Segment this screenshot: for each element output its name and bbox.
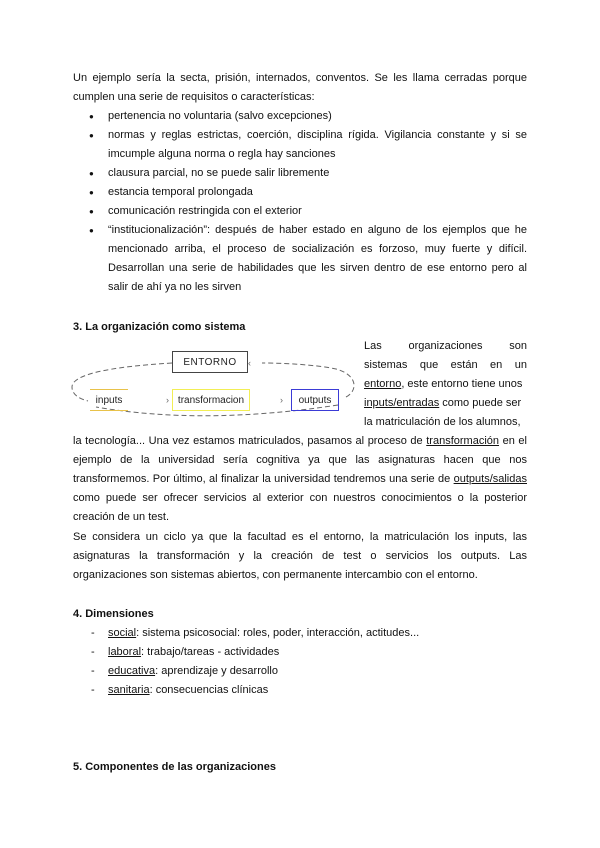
list-item: ● clausura parcial, no se puede salir libremente [73,164,527,183]
right-line-3 [364,375,527,394]
right-line-3-rest: , este entorno tiene unos [401,378,523,390]
dimension-term: sanitaria [108,684,150,696]
list-item [73,681,527,700]
section-3-paragraph [73,432,527,527]
inputs-term: inputs/entradas [364,397,440,409]
list-item: ● “institucionalización”: después de haber estado en alguno de los ejemplos que he mencionado arriba, el proceso de socialización es forzoso, muy fuerte y difícil. Desarrollan una serie de habilidades que les sirven dentro de ese entorno pero al salir de ahí ya no les sirven [73,221,527,297]
list-item [73,643,527,662]
list-item [73,624,527,643]
section-4-heading: 4. Dimensiones [73,608,154,620]
list-item: ● normas y reglas estrictas, coerción, disciplina rígida. Vigilancia constante y si se imcumple alguna norma o regla hay sanciones [73,126,527,164]
section-3-right-column [364,337,527,432]
section-5-heading: 5. Componentes de las organizaciones [73,761,276,773]
list-item [73,662,527,681]
intro-line-1: Un ejemplo sería la secta, prisión, internados, conventos. Se les llama cerradas porque [73,72,527,84]
dimension-desc: : aprendizaje y desarrollo [155,665,278,677]
svg-text:‹: ‹ [248,358,251,368]
transformacion-term: transformación [426,435,500,447]
list-item: ● comunicación restringida con el exterior [73,202,527,221]
section-3-heading: 3. La organización como sistema [73,321,246,333]
dimension-desc: : consecuencias clínicas [149,684,269,696]
dimension-term: laboral [108,646,142,658]
para-part-b: en el ejemplo de la universidad sería cognitiva ya que las asignaturas hacen que nos transformemos. Por último, al finalizar la universidad tendremos una serie de [73,435,527,485]
inputs-box: inputs [90,389,128,411]
entorno-box: ENTORNO [172,351,248,373]
para-part-c: como puede ser ofrecer servicios al exterior con nuestros conocimientos o la posterior creación de un test. [73,492,527,523]
dimension-term: social [108,627,137,639]
svg-text:›: › [166,395,169,405]
transformacion-box: transformacion [172,389,250,411]
outputs-box: outputs [291,389,339,411]
svg-text:›: › [280,395,283,405]
right-line-1: Las organizaciones son [364,340,527,352]
list-item: ● pertenencia no voluntaria (salvo excepciones) [73,107,527,126]
entorno-term: entorno [364,378,402,390]
right-line-4-rest: como puede ser [439,397,522,409]
list-item: ● estancia temporal prolongada [73,183,527,202]
system-diagram [66,345,366,417]
right-line-2: sistemas que están en un [364,359,527,371]
outputs-term: outputs/salidas [453,473,527,485]
dimension-desc: : sistema psicosocial: roles, poder, interacción, actitudes... [136,627,420,639]
para-part-a: la tecnología... Una vez estamos matriculados, pasamos al proceso de [73,435,427,447]
right-line-4 [364,394,527,413]
dimensions-list [73,624,527,700]
dimension-term: educativa [108,665,156,677]
right-line-5: la matriculación de los alumnos, [364,416,521,428]
characteristics-list [73,107,527,297]
intro-line-2: cumplen una serie de requisitos o características: [73,91,315,103]
dimension-desc: : trabajo/tareas - actividades [141,646,280,658]
section-3-paragraph-2: Se considera un ciclo ya que la facultad es el entorno, la matriculación los inputs, las asignaturas la transformación y la creación de test o servicios los outputs. Las organizaciones son sistemas abiertos, con permanente intercambio con el entorno. [73,531,527,581]
